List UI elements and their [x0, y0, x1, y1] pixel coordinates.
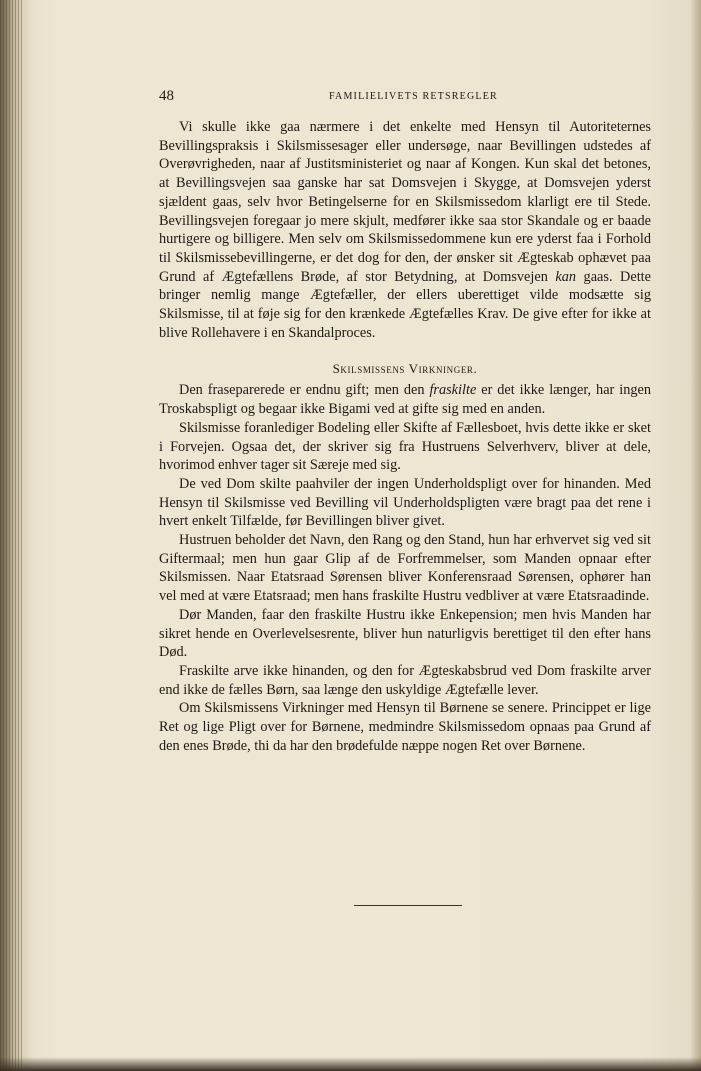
book-gutter — [0, 0, 22, 1071]
page-number: 48 — [159, 88, 174, 104]
paragraph: Skilsmisse foranlediger Bodeling eller Skifte af Fællesboet, hvis dette ikke er sket i Forvejen. Ogsaa det, der skriver sig fra Hustruens Selverhverv, bliver at dele, hvorimod enhver tager sit Særeje med sig. — [159, 419, 651, 474]
page-header — [159, 88, 651, 118]
paragraph: Hustruen beholder det Navn, den Rang og den Stand, hun har erhvervet sig ved sit Giftermaal; men hun gaar Glip af de Forfremmelser, som Manden opnaar efter Skilsmissen. Naar Etatsraad Sørensen bliver Konferensraad Sørensen, ophører han vel med at være Etatsraad; men hans fraskilte Hustru vedbliver at være Etatsraadinde. — [159, 532, 651, 605]
paragraph-intro: Vi skulle ikke gaa nærmere i det enkelte med Hensyn til Autoriteternes Bevillingspraksis i Skilsmissesager eller undersøge, naar Bevillingen udstedes af Overøvrigheden, naar af Justitsministeriet og naar af Kongen. Kun skal det betones, at Bevillingsvejen saa ganske har sat Domsvejen i Skygge, at Domsvejen yderst sjældent gaas, selv hvor Betingelserne for en Skilsmissedom klarligt ere til Stede. Bevillingsvejen foregaar jo mere skjult, medfører ikke saa stor Skandale og er baade hurtigere og billigere. Men selv om Skilsmissedommene kun ere yderst faa i Forhold til Skilsmissebevillingerne, er det dog for den, der ønsker sit Ægteskab ophævet paa Grund af Ægtefællens Brøde, af stor Betydning, at Domsvejen kan gaas. Dette bringer nemlig mange Ægtefæller, der ellers uberettiget vilde modsætte sig Skilsmisse, til at føje sig for den krænkede Ægtefælles Krav. De give efter for ikke at blive Rollehavere i en Skandalproces. — [159, 119, 651, 341]
paragraph: De ved Dom skilte paahviler der ingen Underholdspligt over for hinanden. Med Hensyn til Skilsmisse ved Bevilling vil Underholdspligten være bragt paa det rene i hvert enkelt Tilfælde, før Bevillingen bliver givet. — [159, 475, 651, 530]
paragraph: Den fraseparerede er endnu gift; men den fraskilte er det ikke længer, har ingen Troskabspligt og begaar ikke Bigami ved at gifte sig med en anden. — [159, 382, 651, 418]
paragraph: Dør Manden, faar den fraskilte Hustru ikke Enkepension; men hvis Manden har sikret hende en Overlevelsesrente, bliver hun naturligvis berettiget til den efter hans Død. — [159, 606, 651, 661]
page-content — [159, 88, 651, 756]
section-heading: Skilsmissens Virkninger. — [332, 361, 478, 377]
body-text — [159, 118, 651, 756]
section-end-rule — [354, 905, 462, 906]
paragraph: Fraskilte arve ikke hinanden, og den for Ægteskabsbrud ved Dom fraskilte arver end ikke de fælles Børn, saa længe den uskyldige Ægtefælle lever. — [159, 662, 651, 698]
running-head: FAMILIELIVETS RETSREGLER — [329, 91, 498, 102]
page-bottom-edge — [0, 1057, 701, 1071]
paragraph: Om Skilsmissens Virkninger med Hensyn til Børnene se senere. Princippet er lige Ret og lige Pligt over for Børnene, medmindre Skilsmissedom opnaas paa Grund af den enes Brøde, thi da har den brødefulde næppe nogen Ret over Børnene. — [159, 700, 651, 754]
